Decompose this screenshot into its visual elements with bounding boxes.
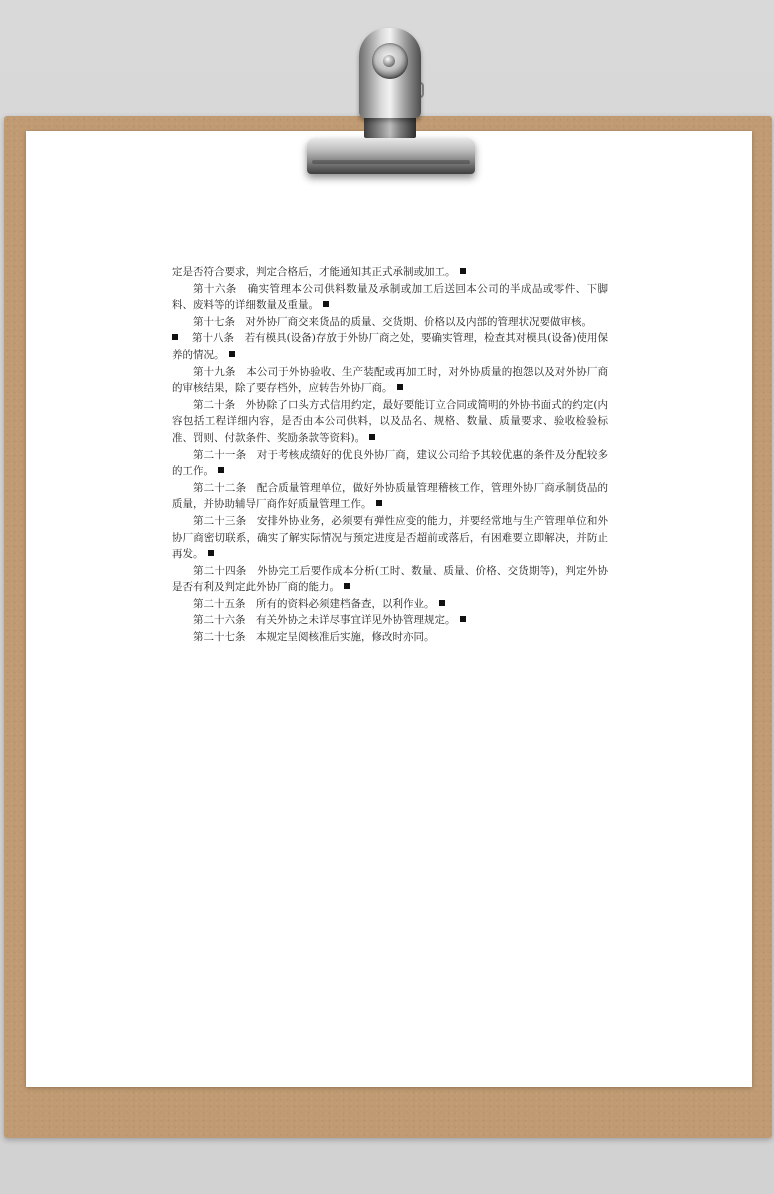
paragraph-mark-icon: [439, 600, 445, 606]
paragraph-mark-icon: [397, 384, 403, 390]
paragraph-mark-icon: [229, 351, 235, 357]
paragraph-text: 第二十七条 本规定呈阅核准后实施，修改时亦同。: [193, 631, 435, 644]
paragraph-text: 第十九条 本公司于外协验收、生产装配或再加工时，对外协质量的抱怨以及对外协厂商的审核结果，除了要存档外，应转告外协厂商。: [172, 365, 608, 395]
paragraph-mark-icon: [369, 434, 375, 440]
paragraph-mark-icon: [460, 268, 466, 274]
document-paragraph: [172, 513, 608, 563]
document-paragraph: [172, 629, 608, 646]
paragraph-text: 第二十四条 外协完工后要作成本分析(工时、数量、质量、价格、交货期等)，判定外协是否有利及判定此外协厂商的能力。: [172, 564, 608, 594]
paragraph-mark-icon: [323, 301, 329, 307]
paragraph-text: 第二十三条 安排外协业务，必须要有弹性应变的能力，并要经常地与生产管理单位和外协厂商密切联系，确实了解实际情况与预定进度是否超前或落后，有困难要立即解决，并防止再发。: [172, 514, 608, 561]
clip-base-edge: [312, 160, 470, 164]
document-paragraph: [172, 364, 608, 397]
paragraph-text: 定是否符合要求，判定合格后，才能通知其正式承制或加工。: [172, 266, 456, 278]
clip-base: [307, 138, 475, 174]
paragraph-text: 第二十五条 所有的资料必须建档备查，以利作业。: [193, 597, 435, 610]
document-paragraph: [172, 596, 608, 613]
document-paragraph: [172, 397, 608, 447]
document-paragraph: [172, 264, 608, 281]
document-body: [172, 264, 608, 646]
paragraph-mark-icon: [376, 500, 382, 506]
document-paragraph: [172, 281, 608, 314]
paragraph-text: 第十六条 确实管理本公司供料数量及承制或加工后送回本公司的半成品或零件、下脚料、废料等的详细数量及重量。: [172, 282, 608, 312]
paragraph-mark-icon: [208, 550, 214, 556]
document-paragraph: [172, 447, 608, 480]
paragraph-text: 第二十六条 有关外协之未详尽事宜详见外协管理规定。: [193, 614, 456, 627]
document-paragraph: [172, 563, 608, 596]
paragraph-mark-icon: [172, 334, 178, 340]
paragraph-text: 第十七条 对外协厂商交来货品的质量、交货期、价格以及内部的管理状况要做审核。: [193, 315, 592, 328]
document-paragraph: [172, 330, 608, 363]
paragraph-text: 第二十条 外协除了口头方式信用约定，最好要能订立合同或简明的外协书面式的约定(内容包括工程详细内容，是否由本公司供料，以及品名、规格、数量、质量要求、验收检验标准、罚则、付款条件、奖励条款等资料)。: [172, 398, 608, 444]
paragraph-text: 第二十一条 对于考核成绩好的优良外协厂商，建议公司给予其较优惠的条件及分配较多的工作。: [172, 448, 608, 478]
paragraph-text: 第二十二条 配合质量管理单位，做好外协质量管理稽核工作，管理外协厂商承制货品的质量，并协助辅导厂商作好质量管理工作。: [172, 481, 608, 511]
clip-rivet: [383, 55, 395, 67]
paragraph-mark-icon: [344, 583, 350, 589]
paragraph-mark-icon: [218, 467, 224, 473]
document-paragraph: [172, 612, 608, 629]
document-paragraph: [172, 314, 608, 331]
paragraph-text: 第十八条 若有模具(设备)存放于外协厂商之处，要确实管理，检查其对模具(设备)使用保养的情况。: [172, 332, 608, 361]
paper-sheet: [26, 131, 752, 1087]
paragraph-mark-icon: [460, 616, 466, 622]
document-paragraph: [172, 480, 608, 513]
